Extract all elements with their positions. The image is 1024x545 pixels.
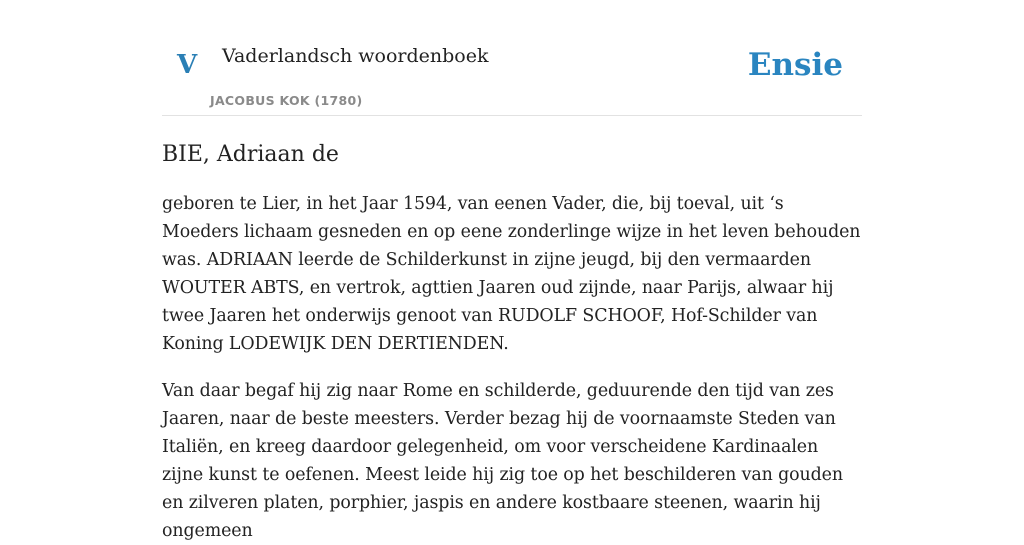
content-column <box>162 0 862 545</box>
ensie-logo-link[interactable]: Ensie <box>747 47 843 83</box>
entry-paragraph-1: geboren te Lier, in het Jaar 1594, van eenen Vader, die, bij toeval, uit ‘s Moeders lichaam gesneden en op eene zonderlinge wijze in het leven behouden was. ADRIAAN leerde de Schilderkunst in zijne jeugd, bij den vermaarden WOUTER ABTS, en vertrok, agttien Jaaren oud zijnde, naar Parijs, alwaar hij twee Jaaren het onderwijs genoot van RUDOLF SCHOOF, Hof-Schilder van Koning LODEWIJK DEN DERTIENDEN. <box>162 194 861 354</box>
book-title-link[interactable]: Vaderlandsch woordenboek <box>222 45 489 67</box>
dictionary-header <box>162 0 862 116</box>
entry-paragraph-2: Van daar begaf hij zig naar Rome en schilderde, geduurende den tijd van zes Jaaren, naar de beste meesters. Verder bezag hij de voornaamste Steden van Italiën, en kreeg daardoor gelegenheid, om voor verscheidene Kardinaalen zijne kunst te oefenen. Meest leide hij zig toe op het beschilderen van gouden en zilveren platen, porphier, jaspis en andere kostbaare steenen, waarin hij ongemeen <box>162 381 843 541</box>
index-letter-link[interactable]: V <box>177 50 198 80</box>
author-label: JACOBUS KOK (1780) <box>210 93 363 108</box>
entry-title: BIE, Adriaan de <box>162 142 339 167</box>
